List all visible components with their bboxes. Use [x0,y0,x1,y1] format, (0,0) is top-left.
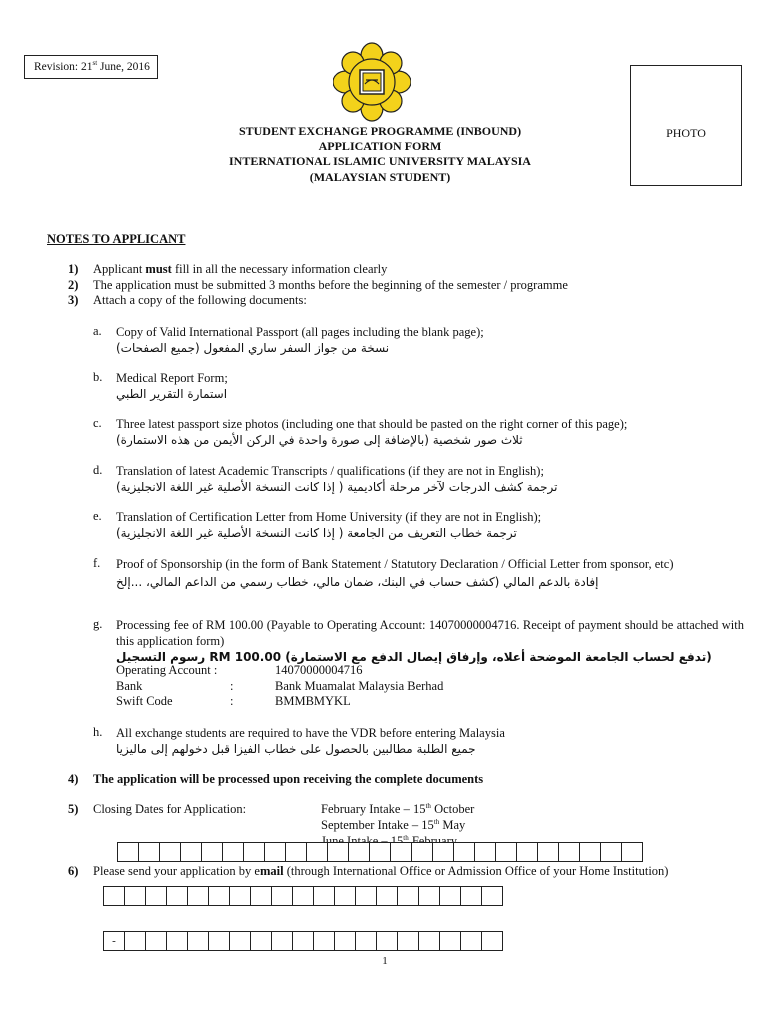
box-cell-dash[interactable]: - [103,931,125,951]
box-cell[interactable] [117,842,139,862]
box-cell[interactable] [222,842,244,862]
page-number: 1 [382,955,388,967]
box-cell[interactable] [453,842,475,862]
revision-suffix: June, 2016 [97,60,150,73]
doc-d-en: Translation of latest Academic Transcripts / qualifications (if they are not in English); [116,464,544,478]
notes-heading: NOTES TO APPLICANT [47,232,186,246]
box-cell[interactable] [439,931,461,951]
box-cell[interactable] [418,931,440,951]
box-cell[interactable] [103,886,125,906]
box-cell[interactable] [187,886,209,906]
doc-d-ar: ترجمة كشف الدرجات لآخر مرحلة أكاديمية ( إذا كانت النسخة الأصلية غير اللغة الانجليزية) [116,480,558,494]
box-cell[interactable] [418,886,440,906]
box-cell[interactable] [621,842,643,862]
doc-g-letter: g. [93,617,103,631]
doc-e [116,509,744,541]
box-cell[interactable] [579,842,601,862]
doc-c-ar: ثلاث صور شخصية (بالإضافة إلى صورة واحدة في الركن الأيمن من هذه الاستمارة) [116,433,523,447]
box-row-2 [103,886,502,906]
box-cell[interactable] [355,931,377,951]
note-1-text: Applicant must fill in all the necessary information clearly [93,262,388,276]
title-line-1: STUDENT EXCHANGE PROGRAMME (INBOUND) [238,124,522,138]
bank-label-0: Operating Account : [116,663,218,677]
box-cell[interactable] [376,931,398,951]
box-cell[interactable] [481,886,503,906]
box-cell[interactable] [292,886,314,906]
box-cell[interactable] [187,931,209,951]
intake-jun: th [403,834,409,842]
box-cell[interactable] [460,886,482,906]
doc-d [116,463,744,495]
bank-sep-2: : [230,694,234,708]
box-cell[interactable] [271,886,293,906]
doc-e-en: Translation of Certification Letter from Home University (if they are not in English); [116,510,542,524]
box-cell[interactable] [285,842,307,862]
doc-g [116,617,744,665]
box-cell[interactable] [537,842,559,862]
box-cell[interactable] [369,842,391,862]
note-2-text: The application must be submitted 3 months before the beginning of the semester / programme [93,278,568,292]
photo-label: PHOTO [666,126,706,140]
box-row-1 [117,842,642,862]
box-cell[interactable] [327,842,349,862]
box-row-3 [103,931,502,951]
box-cell[interactable] [201,842,223,862]
box-cell[interactable] [124,931,146,951]
doc-c [116,416,744,448]
box-cell[interactable] [138,842,160,862]
doc-f [116,556,744,590]
box-cell[interactable] [145,886,167,906]
doc-h-en: All exchange students are required to have the VDR before entering Malaysia [116,726,505,740]
title-line-3: INTERNATIONAL ISLAMIC UNIVERSITY MALAYSIA [229,154,531,168]
box-cell[interactable] [208,931,230,951]
doc-f-letter: f. [93,556,101,570]
doc-f-ar: إفادة بالدعم المالي (كشف حساب في البنك، ضمان مالي، خطاب رسمي من الداعم المالي، ...إلخ [116,575,599,589]
box-cell[interactable] [334,886,356,906]
box-cell[interactable] [348,842,370,862]
box-cell[interactable] [229,886,251,906]
box-cell[interactable] [460,931,482,951]
bank-value-2: BMMBMYKL [275,694,351,708]
note-4-number: 4) [68,772,79,786]
box-cell[interactable] [411,842,433,862]
bank-label-1: Bank [116,679,143,693]
doc-a-ar: نسخة من جواز السفر ساري المفعول (جميع الصفحات) [116,341,390,355]
box-cell[interactable] [306,842,328,862]
doc-b-letter: b. [93,370,103,384]
box-cell[interactable] [208,886,230,906]
box-cell[interactable] [243,842,265,862]
box-cell[interactable] [250,886,272,906]
note-3-text: Attach a copy of the following documents: [93,293,307,307]
revision-sup: st [92,59,98,67]
box-cell[interactable] [166,931,188,951]
box-cell[interactable] [313,931,335,951]
doc-a [116,324,744,356]
box-cell[interactable] [474,842,496,862]
doc-g-ar: (تدفع لحساب الجامعة الموضحة أعلاه، وإرفاق إيصال الدفع مع الاستمارة) RM 100.00 رسوم التسجيل [116,650,712,664]
box-cell[interactable] [397,931,419,951]
box-cell[interactable] [439,886,461,906]
box-cell[interactable] [264,842,286,862]
box-cell[interactable] [355,886,377,906]
doc-h-ar: جميع الطلبة مطالبين بالحصول على خطاب الفيزا قبل دخولهم إلى ماليزيا [116,742,476,756]
box-cell[interactable] [313,886,335,906]
note-3-number: 3) [68,293,79,307]
note-6-number: 6) [68,864,79,878]
revision-box [24,55,158,79]
box-cell[interactable] [558,842,580,862]
photo-box [630,65,742,186]
note-4-text: The application will be processed upon receiving the complete documents [93,772,484,786]
box-cell[interactable] [397,886,419,906]
box-cell[interactable] [166,886,188,906]
box-cell[interactable] [376,886,398,906]
revision-prefix: Revision: 21 [34,60,93,73]
university-logo [333,42,411,122]
note-2-number: 2) [68,278,79,292]
doc-b-ar: استمارة التقرير الطبي [116,387,228,401]
box-cell[interactable] [124,886,146,906]
bank-label-2: Swift Code [116,694,173,708]
doc-b-en: Medical Report Form; [116,371,228,385]
note-6-text: Please send your application by email (through International Office or Admission Office of your Home Institution) [93,864,669,878]
box-cell[interactable] [334,931,356,951]
box-cell[interactable] [481,931,503,951]
doc-b [116,370,744,402]
box-cell[interactable] [600,842,622,862]
box-cell[interactable] [229,931,251,951]
intake-sep: September Intake – 15th May [321,818,466,833]
doc-g-en: Processing fee of RM 100.00 (Payable to Operating Account: 14070000004716. Receipt of payment should be attached with this application form) [116,618,744,648]
doc-c-en: Three latest passport size photos (including one that should be pasted on the right corner of this page); [116,417,628,431]
title-line-2: APPLICATION FORM [318,139,442,153]
bank-value-0: 14070000004716 [275,663,363,677]
bank-value-1: Bank Muamalat Malaysia Berhad [275,679,444,693]
doc-h [116,725,744,757]
doc-e-letter: e. [93,509,102,523]
box-cell[interactable] [516,842,538,862]
intake-feb: February Intake – 15th October [321,802,475,817]
doc-a-letter: a. [93,324,102,338]
box-cell[interactable] [250,931,272,951]
box-cell[interactable] [180,842,202,862]
box-cell[interactable] [390,842,412,862]
box-cell[interactable] [145,931,167,951]
box-cell[interactable] [495,842,517,862]
note-5-label: Closing Dates for Application: [93,802,247,816]
bank-sep-1: : [230,679,234,693]
note-5-number: 5) [68,802,79,816]
doc-a-en: Copy of Valid International Passport (all pages including the blank page); [116,325,484,339]
box-cell[interactable] [292,931,314,951]
note-1-number: 1) [68,262,79,276]
box-cell[interactable] [271,931,293,951]
doc-d-letter: d. [93,463,103,477]
box-cell[interactable] [432,842,454,862]
doc-f-en: Proof of Sponsorship (in the form of Bank Statement / Statutory Declaration / Official Letter from sponsor, etc) [116,557,674,571]
doc-h-letter: h. [93,725,103,739]
box-cell[interactable] [159,842,181,862]
doc-e-ar: ترجمة خطاب التعريف من الجامعة ( إذا كانت النسخة الأصلية غير اللغة الانجليزية) [116,526,517,540]
title-line-4: (MALAYSIAN STUDENT) [309,170,451,184]
doc-c-letter: c. [93,416,102,430]
